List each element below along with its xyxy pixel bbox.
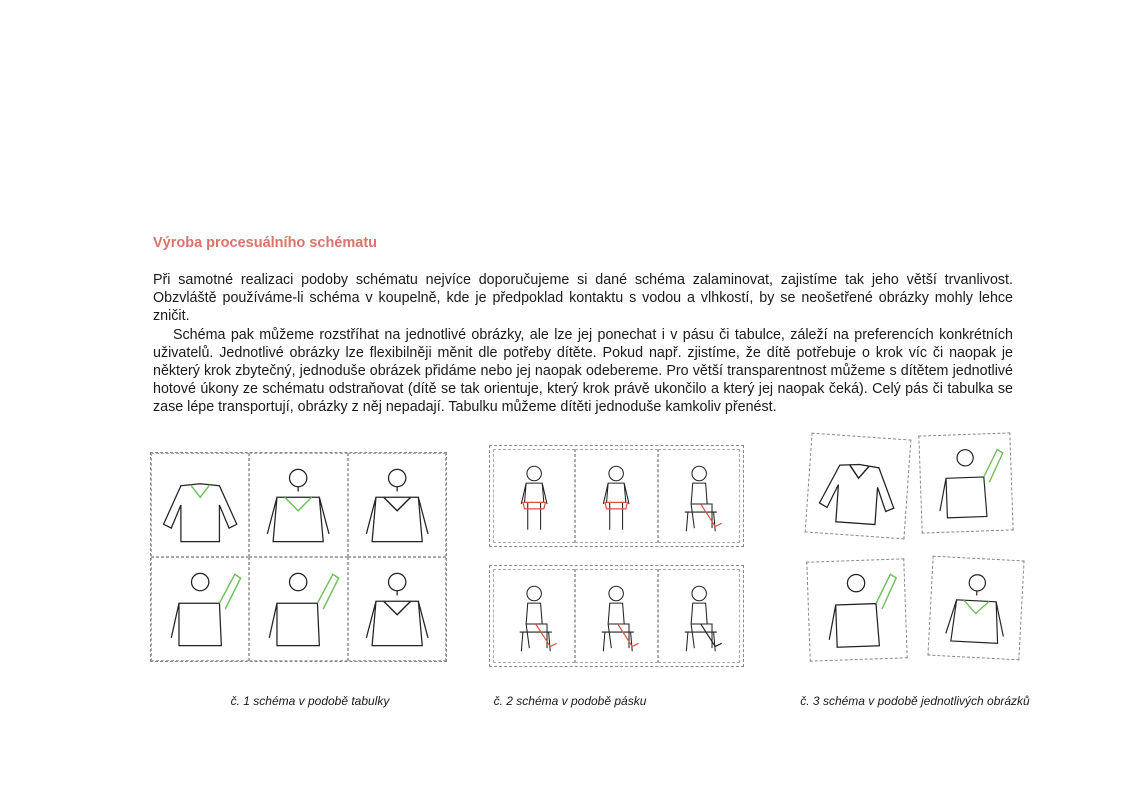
card-image [805, 433, 912, 540]
illustration-person [250, 454, 346, 556]
step-image [575, 449, 657, 543]
card-image [918, 432, 1013, 533]
step-image [151, 453, 249, 557]
step-image [151, 557, 249, 661]
illustration-sitting [576, 570, 656, 662]
illustration-garment [152, 454, 248, 556]
paragraph: Schéma pak můžeme rozstříhat na jednotlivé obrázky, ale lze jej ponechat i v pásu či tabulce, záleží na preferencích konkrétních uživatelů. Jednotlivé obrázky lze flexibilněji měnit dle potřeby dítěte. Pokud např. zjistíme, že dítě potřebuje o krok víc či naopak je některý krok zbytečný, jednoduše obrázek přidáme nebo jej naopak odebereme. Pro větší transparentnost můžeme s dítětem jednotlivé hotové úkony ze schématu odstraňovat (dítě se tak orientuje, který krok právě ukončilo a který jej naopak čeká). Celý pás či tabulka se zase lépe transportují, obrázky z něj nepadají. Tabulku můžeme dítěti jednoduše kamkoliv přenést. [153, 326, 1013, 416]
figure-strip-schema-2 [489, 565, 744, 667]
step-image [928, 557, 1023, 660]
step-image [493, 569, 575, 663]
illustration-sitting [494, 570, 574, 662]
illustration-garment [806, 434, 911, 539]
illustration-standing [494, 450, 574, 542]
body-text [153, 271, 1013, 417]
figure-caption-2: č. 2 schéma v podobě pásku [493, 694, 647, 708]
step-image [249, 453, 347, 557]
step-image [493, 449, 575, 543]
step-image [658, 449, 740, 543]
step-image [919, 433, 1012, 532]
illustration-arm [250, 558, 346, 660]
illustration-person [349, 454, 445, 556]
illustration-sitting [659, 570, 739, 662]
illustration-sitting [659, 450, 739, 542]
paragraph: Při samotné realizaci podoby schématu nejvíce doporučujeme si dané schéma zalaminovat, zajistíme tak jeho větší trvanlivost. Obzvláště používáme-li schéma v koupelně, kde je předpoklad kontaktu s vodou a vlhkostí, by se neošetřené obrázky mohly lehce zničit. [153, 272, 1013, 325]
illustration-arm [807, 559, 906, 660]
step-image [575, 569, 657, 663]
step-image [249, 557, 347, 661]
step-image [807, 559, 906, 660]
figure-strip-schema-1 [489, 445, 744, 547]
illustration-person [928, 557, 1023, 660]
step-image [806, 434, 911, 539]
step-image [348, 557, 446, 661]
illustration-arm [152, 558, 248, 660]
figure-table-schema [150, 452, 447, 662]
illustration-person [349, 558, 445, 660]
section-heading: Výroba procesuálního schématu [153, 235, 378, 251]
card-image [927, 556, 1024, 661]
figure-caption-1: č. 1 schéma v podobě tabulky [230, 694, 390, 708]
step-image [348, 453, 446, 557]
step-image [658, 569, 740, 663]
figure-caption-3: č. 3 schéma v podobě jednotlivých obrázků [800, 694, 1030, 708]
illustration-standing [576, 450, 656, 542]
illustration-arm [919, 433, 1012, 532]
card-image [806, 558, 907, 661]
